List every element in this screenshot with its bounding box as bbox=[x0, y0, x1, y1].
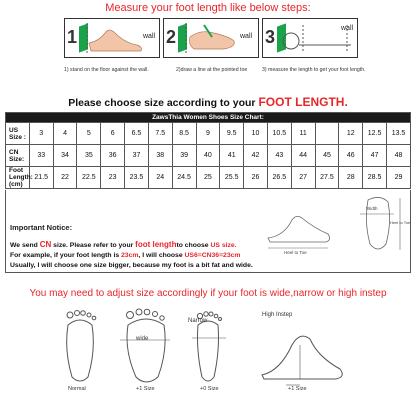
foot-side-diagram bbox=[264, 200, 334, 255]
notice-line-3: Usually, I will choose one size bigger, because my foot is a bit fat and wide. bbox=[10, 262, 253, 269]
narrow-caption: +0 Size bbox=[200, 386, 219, 392]
cell: 47 bbox=[363, 145, 387, 167]
cell: 4 bbox=[53, 123, 77, 145]
cell: 39 bbox=[172, 145, 196, 167]
row-label-cn: CN Size: bbox=[6, 145, 30, 167]
high-instep-caption: +1 Size bbox=[288, 386, 307, 392]
adjust-title: You may need to adjust size accordingly if your foot is wide,narrow or high instep bbox=[29, 288, 387, 299]
width-label: Width bbox=[366, 206, 378, 211]
cell: 23.5 bbox=[125, 167, 149, 189]
step-3-number: 3 bbox=[265, 27, 276, 47]
foot-top-diagram bbox=[344, 192, 414, 262]
cell: 43 bbox=[267, 145, 291, 167]
notice-emphasis: US size. bbox=[210, 242, 237, 249]
cell: 24.5 bbox=[172, 167, 196, 189]
notice-line-1 bbox=[10, 240, 237, 249]
step-1-caption: 1) stand on the floor against the wall. bbox=[64, 67, 149, 73]
size-chart-heading-emphasis: FOOT LENGTH. bbox=[258, 95, 348, 109]
cell: 42 bbox=[244, 145, 268, 167]
cell: 48 bbox=[387, 145, 411, 167]
cell: 8.5 bbox=[172, 123, 196, 145]
cell: 22.5 bbox=[77, 167, 101, 189]
cell: 28.5 bbox=[363, 167, 387, 189]
cell: 25.5 bbox=[220, 167, 244, 189]
narrow-tag: Narrow bbox=[188, 318, 208, 324]
size-chart-table bbox=[5, 112, 411, 189]
cell: 38 bbox=[148, 145, 172, 167]
row-label-us: US Size : bbox=[6, 123, 30, 145]
cell: 6 bbox=[101, 123, 125, 145]
cell: 23 bbox=[101, 167, 125, 189]
cell: 33 bbox=[29, 145, 53, 167]
cell: 37 bbox=[125, 145, 149, 167]
cell: 27 bbox=[291, 167, 315, 189]
cell: 12 bbox=[339, 123, 363, 145]
cell: 5 bbox=[77, 123, 101, 145]
heel-to-toe-label: Heel to Toe bbox=[284, 250, 307, 255]
cell: 22 bbox=[53, 167, 77, 189]
notice-text: For example, if your foot length is bbox=[10, 252, 122, 259]
table-row bbox=[6, 145, 411, 167]
step-2-panel bbox=[163, 18, 259, 58]
notice-text: , I will choose bbox=[138, 252, 185, 259]
cell: 13.5 bbox=[387, 123, 411, 145]
step-3-wall-label: wall bbox=[341, 25, 354, 32]
step-2-number: 2 bbox=[166, 27, 177, 47]
table-row bbox=[6, 167, 411, 189]
cell: 36 bbox=[101, 145, 125, 167]
step-2-wall-label: wall bbox=[240, 33, 253, 40]
notice-text: to choose bbox=[176, 242, 211, 249]
cell: 34 bbox=[53, 145, 77, 167]
notice-text: size. Please refer to your bbox=[51, 242, 136, 249]
high-instep-tag: High Instep bbox=[262, 312, 293, 318]
row-label-foot-length: Foot Length: (cm) bbox=[6, 167, 30, 189]
step-2-caption: 2)draw a line at the pointed toe bbox=[176, 67, 248, 73]
cell: 29 bbox=[387, 167, 411, 189]
notice-emphasis: US6=CN36=23cm bbox=[184, 252, 241, 259]
notice-emphasis: 23cm bbox=[121, 252, 139, 259]
cell: 44 bbox=[291, 145, 315, 167]
notice-heading: Important Notice: bbox=[10, 223, 73, 232]
notice-line-2 bbox=[10, 252, 240, 259]
normal-foot-icon bbox=[67, 311, 96, 382]
cell: 46 bbox=[339, 145, 363, 167]
cell: 21.5 bbox=[29, 167, 53, 189]
cell: 9 bbox=[196, 123, 220, 145]
cell: 9.5 bbox=[220, 123, 244, 145]
notice-panel bbox=[5, 190, 411, 273]
cell: 6.5 bbox=[125, 123, 149, 145]
measure-title: Measure your foot length like below steps: bbox=[105, 2, 311, 14]
wide-foot-icon bbox=[120, 309, 170, 382]
step-1-number: 1 bbox=[67, 27, 78, 47]
cell: 12.5 bbox=[363, 123, 387, 145]
size-chart-heading bbox=[0, 95, 416, 109]
cell bbox=[315, 123, 339, 145]
cell: 45 bbox=[315, 145, 339, 167]
cell: 10.5 bbox=[267, 123, 291, 145]
step-1-wall-label: wall bbox=[143, 33, 156, 40]
cell: 25 bbox=[196, 167, 220, 189]
table-row bbox=[6, 123, 411, 145]
cell: 26.5 bbox=[267, 167, 291, 189]
wide-caption: +1 Size bbox=[136, 386, 155, 392]
step-3-panel bbox=[262, 18, 358, 58]
high-instep-foot-icon bbox=[262, 336, 342, 385]
cell: 27.5 bbox=[315, 167, 339, 189]
cell: 40 bbox=[196, 145, 220, 167]
cell: 28 bbox=[339, 167, 363, 189]
step-1-panel bbox=[64, 18, 160, 58]
cell: 26 bbox=[244, 167, 268, 189]
cell: 3 bbox=[29, 123, 53, 145]
step-3-caption: 3) measure the length to get your foot length. bbox=[262, 67, 366, 73]
size-chart-band: ZawsThia Women Shoes Size Chart: bbox=[6, 113, 411, 123]
cell: 11 bbox=[291, 123, 315, 145]
size-chart-heading-prefix: Please choose size according to your bbox=[68, 97, 256, 109]
notice-text: We send bbox=[10, 242, 40, 249]
wide-tag: wide bbox=[136, 336, 149, 342]
cell: 7.5 bbox=[148, 123, 172, 145]
cell: 10 bbox=[244, 123, 268, 145]
normal-caption: Normal bbox=[68, 386, 86, 392]
cell: 24 bbox=[148, 167, 172, 189]
heel-to-toe-vertical-label: Heel to Toe bbox=[390, 220, 411, 225]
cell: 35 bbox=[77, 145, 101, 167]
notice-emphasis: CN bbox=[39, 240, 52, 249]
notice-emphasis: foot length bbox=[135, 240, 177, 249]
cell: 41 bbox=[220, 145, 244, 167]
